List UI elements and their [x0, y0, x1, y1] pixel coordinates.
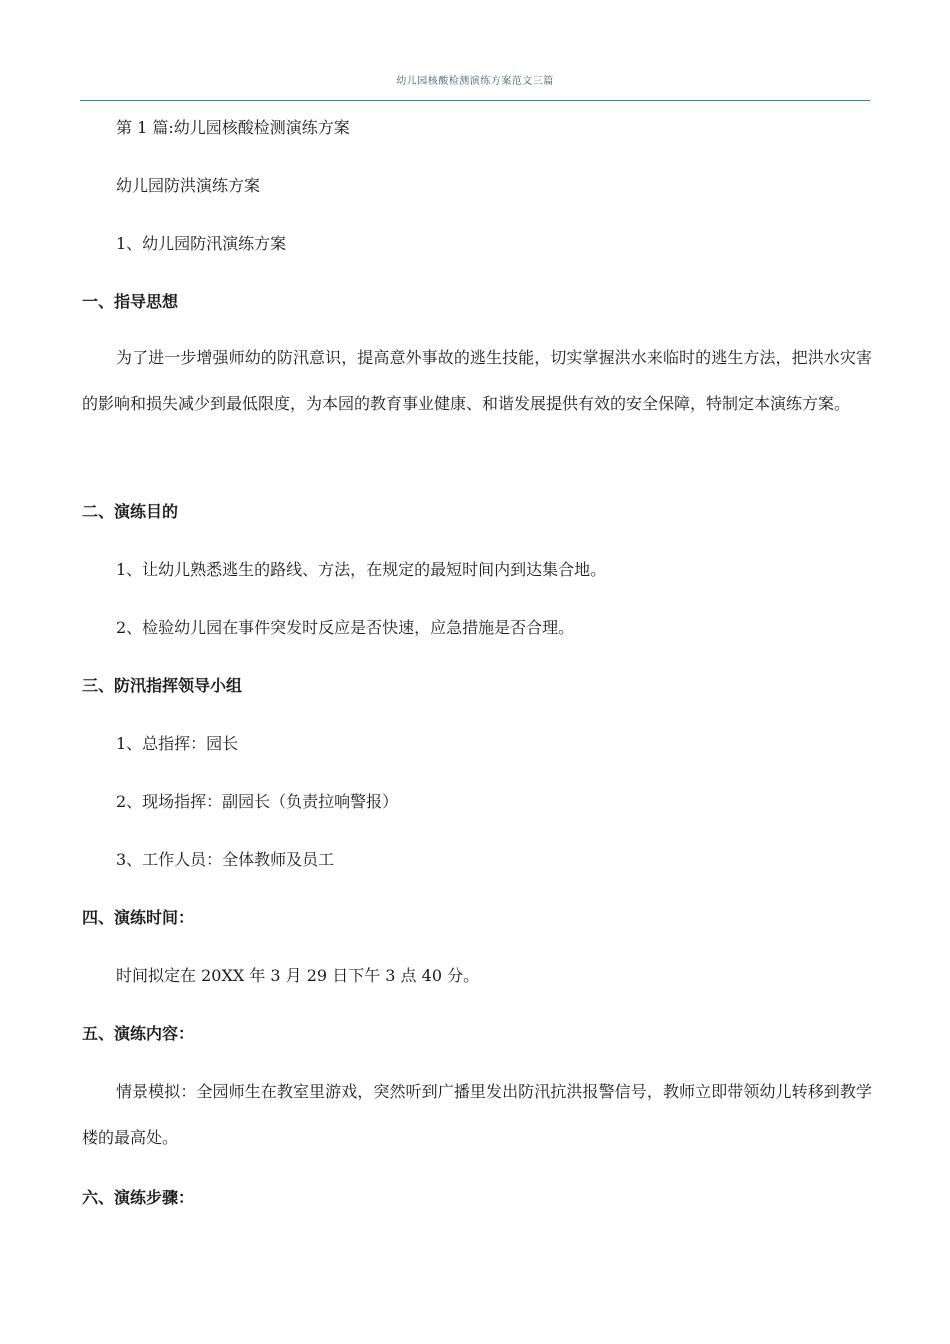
- running-header-title: 幼儿园核酸检测演练方案范文三篇: [396, 76, 554, 87]
- section-heading-drill-purpose: 二、演练目的: [82, 502, 179, 521]
- section-heading-guiding-thought: 一、指导思想: [82, 292, 179, 311]
- list-item-commander: 1、总指挥：园长: [116, 734, 239, 753]
- plan-title: 1、幼儿园防汛演练方案: [116, 234, 287, 253]
- section-heading-drill-steps: 六、演练步骤：: [82, 1188, 195, 1207]
- paragraph-guiding-thought: 为了进一步增强师幼的防汛意识，提高意外事故的逃生技能，切实掌握洪水来临时的逃生方法，把洪水灾害的影响和损失减少到最低限度，为本园的教育事业健康、和谐发展提供有效的安全保障，特制定本演练方案。: [82, 348, 872, 413]
- list-item-field-commander: 2、现场指挥：副园长（负责拉响警报）: [116, 792, 399, 811]
- paragraph-drill-content: 情景模拟：全园师生在教室里游戏，突然听到广播里发出防汛抗洪报警信号，教师立即带领幼儿转移到教学楼的最高处。: [82, 1082, 872, 1147]
- paragraph-drill-time: 时间拟定在 20XX 年 3 月 29 日下午 3 点 40 分。: [116, 966, 480, 985]
- list-item-staff: 3、工作人员：全体教师及员工: [116, 850, 335, 869]
- header-divider: [80, 100, 870, 101]
- section-heading-drill-time: 四、演练时间：: [82, 908, 195, 927]
- section-heading-drill-content: 五、演练内容：: [82, 1024, 195, 1043]
- document-subtitle: 幼儿园防洪演练方案: [116, 176, 261, 195]
- article-title: 第 1 篇:幼儿园核酸检测演练方案: [116, 118, 350, 137]
- list-item-purpose-1: 1、让幼儿熟悉逃生的路线、方法，在规定的最短时间内到达集合地。: [116, 560, 607, 579]
- list-item-purpose-2: 2、检验幼儿园在事件突发时反应是否快速，应急措施是否合理。: [116, 618, 575, 637]
- section-heading-command-group: 三、防汛指挥领导小组: [82, 676, 243, 695]
